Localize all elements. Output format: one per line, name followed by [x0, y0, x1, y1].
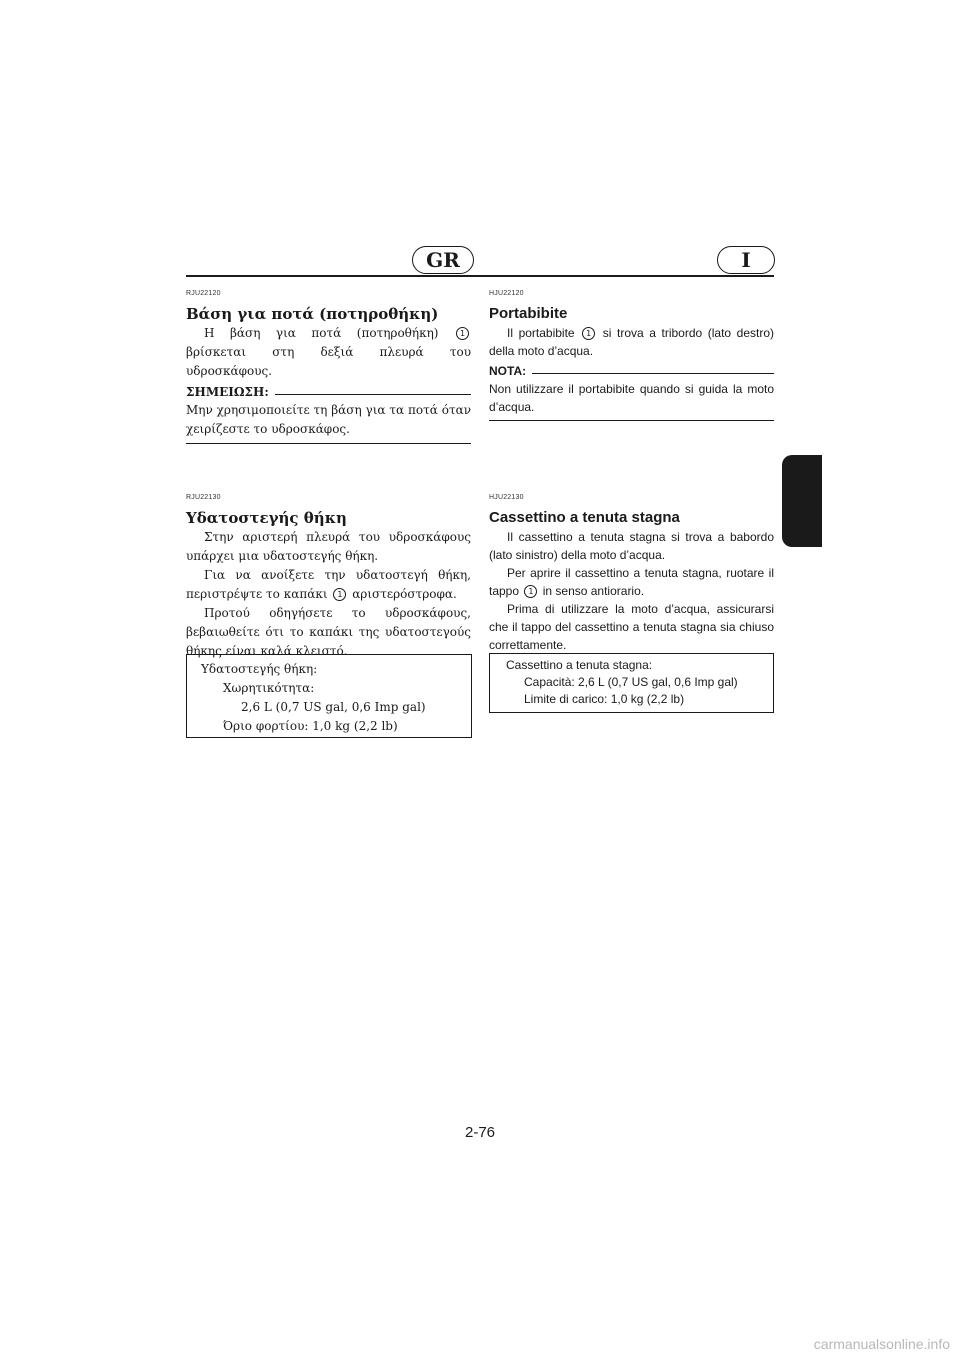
section-title: Βάση για ποτά (ποτηροθήκη)	[186, 305, 439, 323]
paragraph: Προτού οδηγήσετε το υδροσκάφους, βεβαιωθείτε ότι το καπάκι της υδατοστεγούς θήκης είναι καλά κλειστό.	[186, 606, 471, 658]
paragraph: Για να ανοίξετε την υδατοστεγή θήκη, περιστρέψτε το καπάκι 1 αριστερόστροφα.	[186, 568, 471, 601]
callout-1: 1	[456, 327, 469, 340]
it-section-cup-holder	[489, 290, 774, 421]
spec-line: Capacità: 2,6 L (0,7 US gal, 0,6 Imp gal)	[524, 675, 738, 689]
paragraph: Il cassettino a tenuta stagna si trova a babordo (lato sinistro) della moto d’acqua.	[489, 530, 774, 562]
callout-1: 1	[524, 585, 537, 598]
note-rule	[275, 394, 471, 395]
paragraph: Prima di utilizzare la moto d’acqua, assicurarsi che il tappo del cassettino a tenuta stagna sia chiuso correttamente.	[489, 602, 774, 652]
header-rule	[186, 275, 774, 277]
section-code: RJU22130	[186, 494, 221, 501]
paragraph: Per aprire il cassettino a tenuta stagna, ruotare il tappo 1 in senso antiorario.	[489, 566, 774, 598]
section-code: HJU22120	[489, 290, 524, 297]
spec-line: Υδατοστεγής θήκη:	[201, 662, 318, 676]
it-spec-box	[489, 653, 774, 713]
section-code: RJU22120	[186, 290, 221, 297]
spec-line: 2,6 L (0,7 US gal, 0,6 Imp gal)	[241, 700, 426, 714]
note-heading: ΣΗΜΕΙΩΣΗ:	[186, 383, 471, 401]
note-rule	[532, 373, 774, 374]
spec-line: Limite di carico: 1,0 kg (2,2 lb)	[524, 692, 685, 706]
it-section-waterproof-box	[489, 494, 774, 654]
gr-section-waterproof-box	[186, 494, 471, 661]
spec-line: Χωρητικότητα:	[223, 681, 315, 695]
language-badge-italian: I	[717, 246, 775, 274]
paragraph: Il portabibite 1 si trova a tribordo (lato destro) della moto d’acqua.	[489, 326, 774, 358]
watermark: carmanualsonline.info	[813, 1336, 950, 1352]
gr-section-cup-holder	[186, 290, 471, 444]
note-heading: NOTA:	[489, 362, 774, 380]
callout-1: 1	[333, 588, 346, 601]
note-text: Non utilizzare il portabibite quando si guida la moto d’acqua.	[489, 380, 774, 421]
gr-spec-box	[186, 654, 472, 738]
section-title: Portabibite	[489, 305, 568, 322]
paragraph: Η βάση για ποτά (ποτηροθήκη) 1 βρίσκεται στη δεξιά πλευρά του υδροσκάφους.	[186, 326, 471, 378]
note-text: Μην χρησιμοποιείτε τη βάση για τα ποτά όταν χειρίζεστε το υδροσκάφος.	[186, 401, 471, 444]
paragraph: Στην αριστερή πλευρά του υδροσκάφους υπάρχει μια υδατοστεγής θήκη.	[186, 530, 471, 563]
section-code: HJU22130	[489, 494, 524, 501]
spec-line: Όριο φορτίου: 1,0 kg (2,2 lb)	[223, 719, 398, 733]
chapter-thumb-tab	[782, 455, 822, 547]
page-number: 2-76	[464, 1124, 496, 1141]
spec-line: Cassettino a tenuta stagna:	[506, 658, 653, 672]
section-title: Cassettino a tenuta stagna	[489, 509, 680, 526]
section-title: Υδατοστεγής θήκη	[186, 509, 347, 527]
callout-1: 1	[582, 327, 595, 340]
language-badge-greek: GR	[412, 246, 474, 274]
